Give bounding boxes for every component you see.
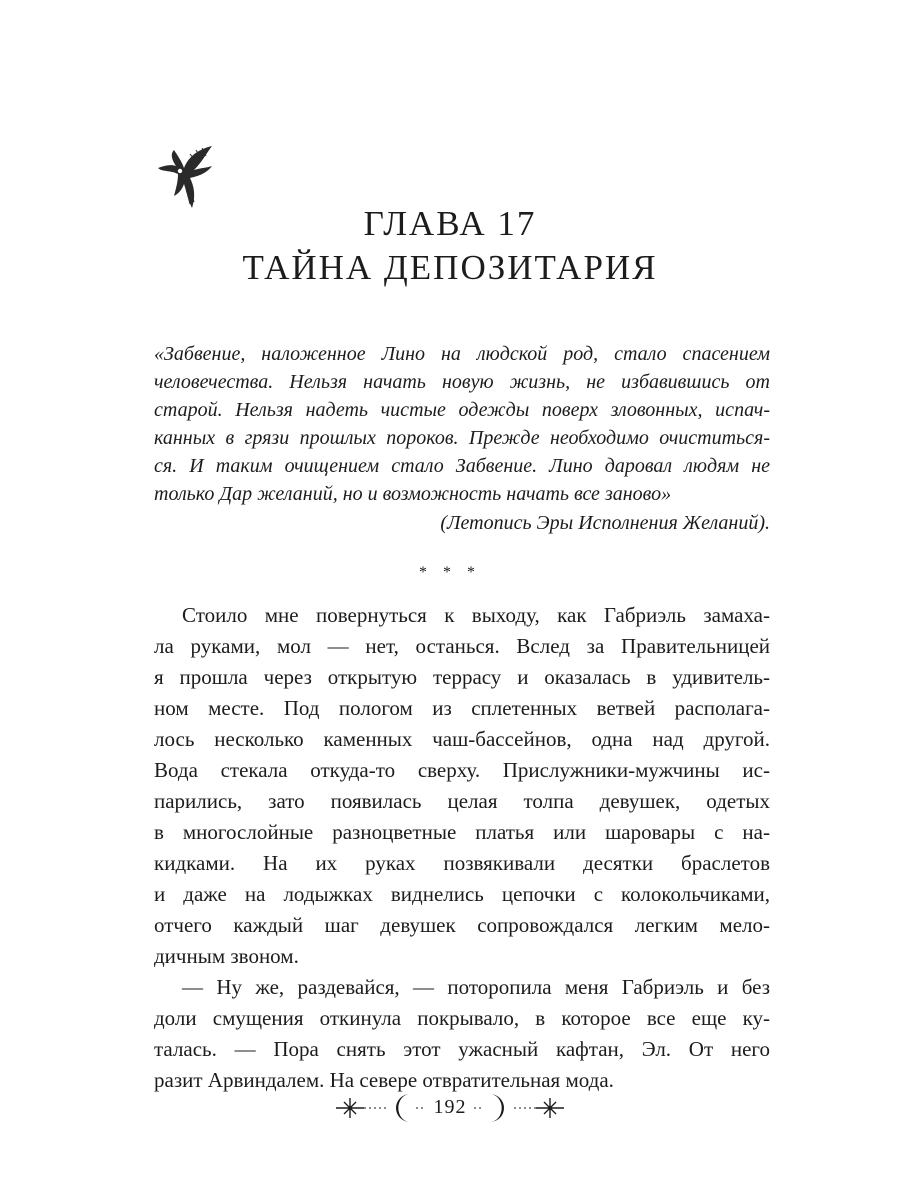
text-line: в многослойные разноцветные платья или шаровары с на- (154, 820, 770, 844)
epigraph-line: канных в грязи прошлых пороков. Прежде необходимо очиститься- (154, 427, 770, 449)
text-line: ном месте. Под пологом из сплетенных ветвей располага- (154, 696, 770, 720)
epigraph-line: старой. Нельзя надеть чистые одежды поверх зловонных, испач- (154, 399, 770, 421)
text-line: разит Арвиндалем. На севере отвратительная мода. (154, 1068, 614, 1092)
epigraph-line: только Дар желаний, но и возможность начать все заново» (154, 483, 672, 505)
epigraph (154, 340, 770, 508)
chapter-title: ТАЙНА ДЕПОЗИТАРИЯ (242, 248, 658, 287)
text-line: дичным звоном. (154, 944, 299, 968)
text-line: — Ну же, раздевайся, — поторопила меня Габриэль и без (182, 975, 770, 999)
epigraph-line: «Забвение, наложенное Лино на людской род, стало спасением (154, 343, 770, 365)
epigraph-line: человечества. Нельзя начать новую жизнь, не избавившись от (154, 371, 770, 393)
epigraph-source: (Летопись Эры Исполнения Желаний). (440, 512, 770, 534)
body-text (154, 600, 770, 1096)
text-line: и даже на лодыжках виднелись цепочки с колокольчиками, (154, 882, 770, 906)
text-line: лось несколько каменных чаш-бассейнов, одна над другой. (154, 727, 770, 751)
text-line: парились, зато появилась целая толпа девушек, одетых (154, 789, 770, 813)
text-line: отчего каждый шаг девушек сопровождался легким мело- (154, 913, 770, 937)
chapter-number: ГЛАВА 17 (363, 204, 537, 243)
text-line: ла руками, мол — нет, останься. Вслед за Правительницей (154, 634, 770, 658)
text-line: талась. — Пора снять этот ужасный кафтан, Эл. От него (154, 1037, 770, 1061)
text-line: я прошла через открытую террасу и оказалась в удивитель- (154, 665, 770, 689)
text-line: Стоило мне повернуться к выходу, как Габриэль замаха- (182, 603, 770, 627)
page-number: 192 (433, 1096, 467, 1118)
text-line: кидками. На их руках позвякивали десятки браслетов (154, 851, 770, 875)
page-footer (330, 1088, 570, 1128)
text-line: Вода стекала откуда-то сверху. Прислужники-мужчины ис- (154, 758, 770, 782)
text-line: доли смущения откинула покрывало, в которое все еще ку- (154, 1006, 770, 1030)
section-separator: * * * (419, 564, 481, 581)
epigraph-line: ся. И таким очищением стало Забвение. Лино даровал людям не (154, 455, 770, 477)
bird-icon (156, 144, 218, 212)
